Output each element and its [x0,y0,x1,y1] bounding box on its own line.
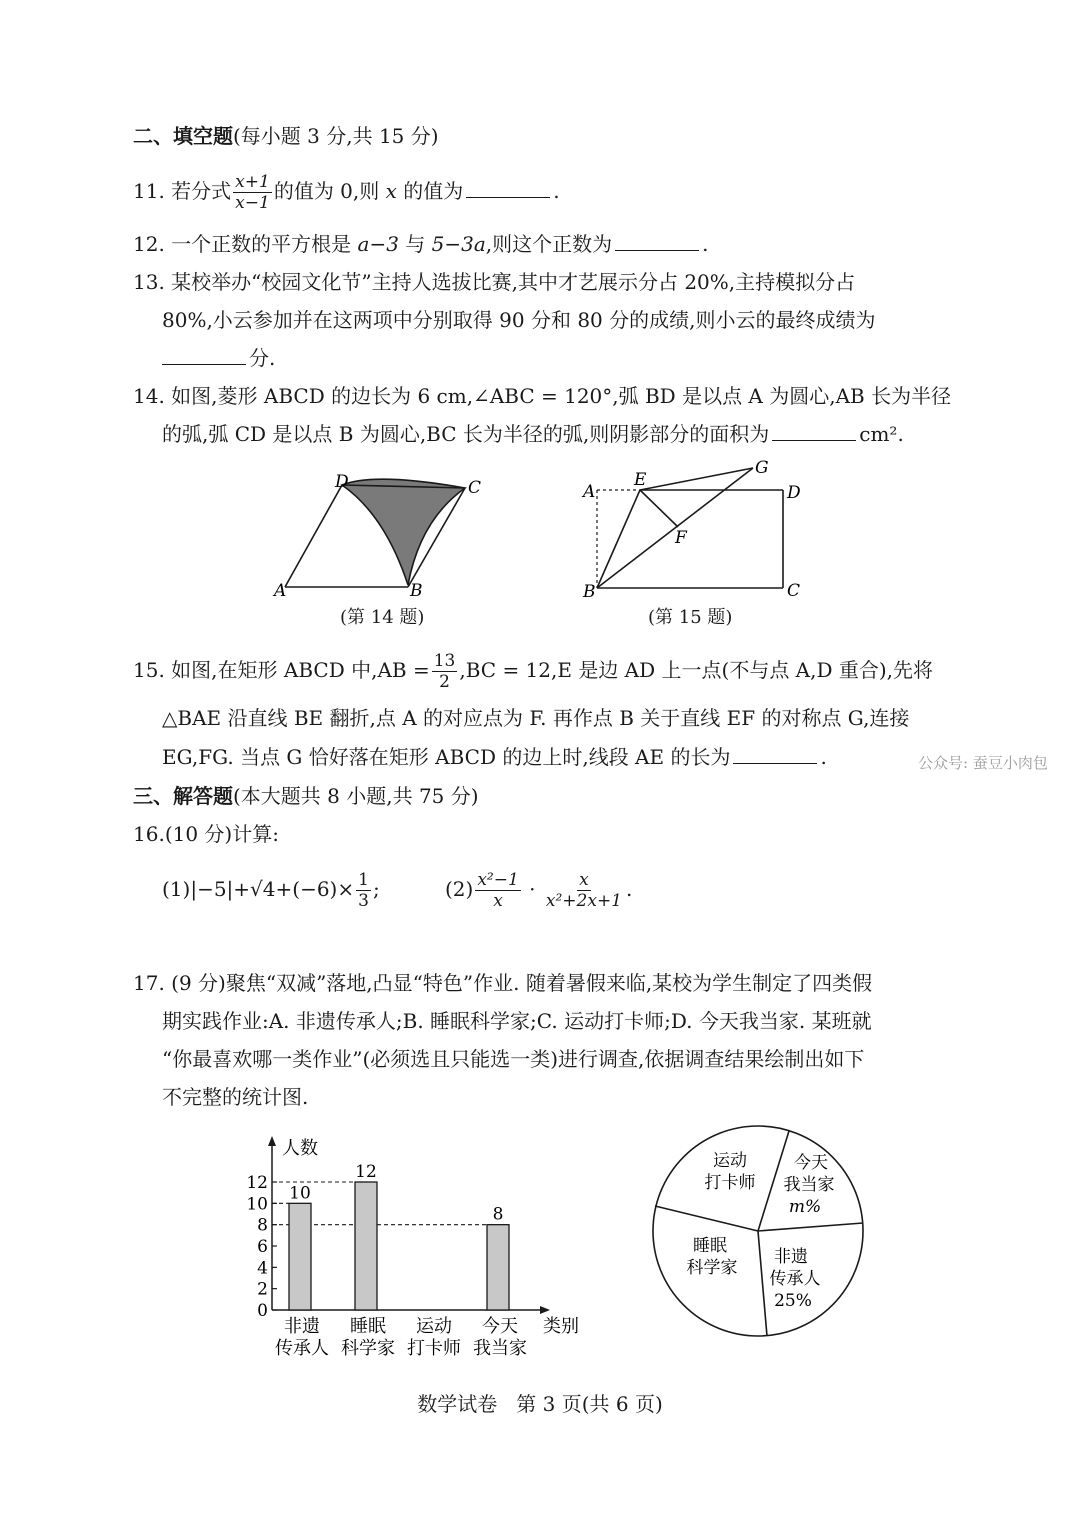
q16-number: 16. [133,822,165,846]
bar-value-label: 10 [289,1183,311,1204]
section2-heading [133,122,439,150]
figure-15 [575,455,810,605]
y-tick-label: 6 [257,1237,268,1257]
question-17-line2: 期实践作业:A. 非遗传承人;B. 睡眠科学家;C. 运动打卡师;D. 今天我当家. 某班就 [162,1009,872,1033]
q16-part2-den1: x [493,891,503,911]
q15-end: . [820,745,827,769]
q13-end: 分. [249,346,276,370]
q15-number: 15. [133,658,165,682]
q11-text-pre: 若分式 [171,179,232,203]
q11-end: . [553,179,560,203]
q12-end: . [702,232,709,256]
q15-text-line3: EG,FG. 当点 G 恰好落在矩形 ABCD 的边上时,线段 AE 的长为 [162,745,731,769]
q14-answer-blank[interactable] [772,422,856,441]
x-category-label-line2: 科学家 [341,1338,395,1359]
q11-frac-den: x−1 [235,193,270,213]
y-tick-label: 10 [246,1194,268,1215]
q16-part2-fraction2 [544,870,624,911]
y-tick-label: 0 [257,1301,268,1321]
fig14-side-ad [285,485,342,587]
q12-text-post: ,则这个正数为 [485,232,613,256]
x-category-label-line1: 运动 [416,1316,452,1337]
y-axis-label: 人数 [282,1138,318,1159]
question-14-line2 [162,420,904,448]
q14-number: 14. [133,384,165,408]
q16-part1-fraction [356,870,371,911]
q17-number: 17. [133,971,165,995]
q16-part2-end: . [626,877,633,901]
bar [487,1225,509,1310]
bar-value-label: 8 [492,1204,504,1225]
q16-part2-den2: x²+2x+1 [545,891,623,911]
fig15-line-eg [640,468,753,490]
bar-value-label: 12 [355,1162,377,1182]
q15-fraction [432,651,458,692]
q12-text-pre: 一个正数的平方根是 [171,232,352,256]
q11-number: 11. [133,179,165,203]
fig15-label-e: E [634,470,647,490]
pie-slice-feiyi-line2: 传承人 [769,1269,821,1289]
q17-text-line1: (9 分)聚焦“双减”落地,凸显“特色”作业. 随着暑假来临,某校为学生制定了四类假 [171,971,873,995]
pie-chart [650,1120,870,1345]
question-17-line4: 不完整的统计图. [162,1085,309,1109]
fig15-label-a: A [583,482,596,502]
question-11 [133,172,560,213]
q13-text-line1: 某校举办“校园文化节”主持人选拔比赛,其中才艺展示分占 20%,主持模拟分占 [171,270,856,294]
section3-note: (本大题共 8 小题,共 75 分) [233,784,479,808]
question-15-line3 [162,743,827,771]
fig15-label-f: F [675,528,687,548]
question-14-line1 [133,382,951,410]
fig14-label-c: C [468,478,482,498]
q11-text-post: 的值为 [403,179,464,203]
watermark: 公众号: 蚕豆小肉包 [918,754,1048,772]
pie-slice-yundong-line2: 打卡师 [704,1173,756,1193]
q16-part1-num: 1 [358,870,369,890]
fig15-label-c: C [787,581,801,601]
question-13-line2: 80%,小云参加并在这两项中分别取得 90 分和 80 分的成绩,则小云的最终成绩为 [162,308,876,332]
q12-expr2: 5−3a [431,232,486,256]
fig15-label-d: D [787,483,801,503]
q16-part2-dot: · [529,877,536,901]
x-category-label-line2: 打卡师 [407,1338,461,1359]
y-tick-label: 2 [257,1279,268,1300]
section3-heading [133,782,479,810]
q15-answer-blank[interactable] [733,745,817,764]
page-footer: 数学试卷 第 3 页(共 6 页) [417,1392,663,1416]
bar-chart [240,1128,600,1368]
fig14-label-d: D [335,472,349,492]
q13-answer-blank[interactable] [162,346,246,365]
fig15-label-g: G [755,458,769,478]
x-category-label-line1: 睡眠 [350,1316,386,1337]
q16-part1-end: ; [372,877,380,901]
q16-part1-expr: (1)|−5|+√4+(−6)× [162,877,355,901]
q16-part2 [445,870,632,911]
q16-text: (10 分)计算: [164,822,279,846]
section2-note: (每小题 3 分,共 15 分) [233,124,439,148]
question-15-line1 [133,651,933,692]
q15-text-pre: 如图,在矩形 ABCD 中,AB = [171,658,430,682]
q11-text-mid: 的值为 0,则 [273,179,380,203]
fig15-label-b: B [583,582,596,602]
q14-text-line2: 的弧,弧 CD 是以点 B 为圆心,BC 长为半径的弧,则阴影部分的面积为 [162,422,770,446]
y-tick-label: 4 [257,1258,268,1279]
pie-slice-jintian-line2: 我当家 [783,1175,835,1195]
q11-answer-blank[interactable] [466,179,550,198]
pie-slice-feiyi-line3: 25% [774,1291,812,1311]
q14-text-line1: 如图,菱形 ABCD 的边长为 6 cm,∠ABC = 120°,弧 BD 是以点 A 为圆心,AB 长为半径 [171,384,952,408]
x-category-label-line2: 传承人 [275,1338,329,1359]
q11-var: x [385,179,397,203]
x-category-label-line1: 今天 [482,1316,518,1337]
q13-number: 13. [133,270,165,294]
figure-14 [270,460,490,600]
pie-slice-jintian-line3: m% [788,1197,822,1217]
section3-title: 三、解答题 [133,784,233,808]
fig15-line-be [597,490,640,588]
q12-and: 与 [405,232,426,256]
q16-part2-num1: x²−1 [477,870,519,890]
y-axis-arrow [268,1136,276,1146]
bar [355,1182,377,1310]
x-category-label-line2: 我当家 [473,1338,527,1359]
fig14-shaded-region [342,479,465,585]
q16-part2-num2: x [579,870,589,890]
question-16 [133,820,279,848]
x-category-label-line1: 非遗 [284,1316,320,1337]
pie-slice-yundong-line1: 运动 [713,1151,747,1171]
q16-part2-fraction1 [475,870,520,911]
question-17-line3: “你最喜欢哪一类作业”(必须选且只能选一类)进行调查,依据调查结果绘制出如下 [162,1047,865,1071]
q15-frac-num: 13 [433,651,456,671]
section2-title: 二、填空题 [133,124,233,148]
fig14-caption: (第 14 题) [340,607,425,628]
pie-slice-jintian-line1: 今天 [794,1153,828,1173]
question-17-line1 [133,969,872,997]
question-13-line3 [162,344,275,372]
q11-fraction [233,172,272,213]
fig15-line-ef [640,490,678,527]
question-13-line1 [133,268,855,296]
q15-text-post: ,BC = 12,E 是边 AD 上一点(不与点 A,D 重合),先将 [459,658,934,682]
bar [289,1203,311,1310]
fig14-label-b: B [410,581,423,600]
x-axis-label: 类别 [543,1316,579,1337]
q16-part1 [162,870,380,911]
pie-slice-shuimian-line2: 科学家 [686,1258,738,1278]
q16-part1-den: 3 [358,891,369,911]
pie-slice-feiyi-line1: 非遗 [774,1247,808,1267]
q11-frac-num: x+1 [235,172,270,192]
q14-unit: cm². [859,422,904,446]
y-tick-label: 8 [257,1215,268,1236]
pie-slice-shuimian-line1: 睡眠 [693,1236,727,1256]
question-12 [133,230,709,258]
q12-number: 12. [133,232,165,256]
q16-part2-label: (2) [445,877,474,901]
fig14-label-a: A [274,581,287,600]
q12-answer-blank[interactable] [615,232,699,251]
question-15-line2: △BAE 沿直线 BE 翻折,点 A 的对应点为 F. 再作点 B 关于直线 EF 的对称点 G,连接 [162,706,910,730]
q12-expr1: a−3 [357,232,399,256]
q15-frac-den: 2 [439,672,450,692]
y-tick-label: 12 [246,1173,268,1193]
fig15-caption: (第 15 题) [648,607,733,628]
x-axis-arrow [540,1306,550,1314]
